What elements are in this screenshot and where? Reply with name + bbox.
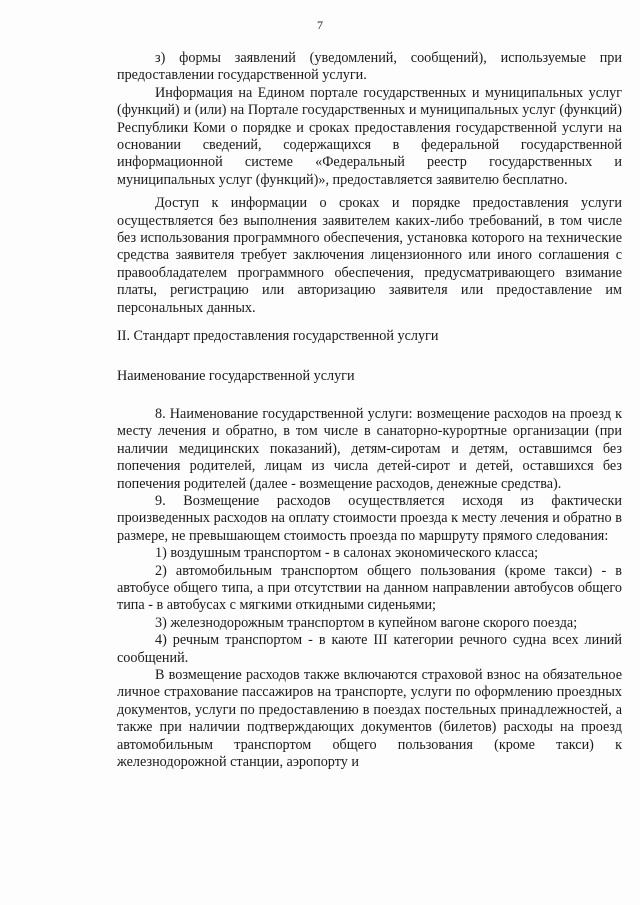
- paragraph-portal-info: Информация на Едином портале государственных и муниципальных услуг (функций) и (или) на Портале государственных и муниципальных услуг (функций) Республики Коми о порядке и сроках предоставления государственной услуги на основании сведений, содержащихся в федеральной государственной информационной системе «Федеральный реестр государственных и муниципальных услуг (функций)», предоставляется заявителю бесплатно.: [117, 84, 622, 188]
- list-item-rail: 3) железнодорожным транспортом в купейном вагоне скорого поезда;: [155, 614, 578, 631]
- paragraph-included-costs: В возмещение расходов также включаются страховой взнос на обязательное личное страхование пассажиров на транспорте, услуги по оформлению проездных документов, услуги по предоставлению в поездах постельных принадлежностей, а также при наличии подтверждающих документов (билетов) расходы на проезд автомобильным транспортом общего пользования (кроме такси) к железнодорожной станции, аэропорту и: [117, 667, 622, 771]
- page-number: 7: [317, 18, 323, 32]
- paragraph-access: Доступ к информации о сроках и порядке предоставления услуги осуществляется без выполнения заявителем каких-либо требований, в том числе без использования программного обеспечения, установка которого на технические средства заявителя требует заключения лицензионного или иного соглашения с правообладателем программного обеспечения, предусматривающего взимание платы, регистрацию или авторизацию заявителя или предоставление им персональных данных.: [117, 195, 622, 316]
- list-item-bus: 2) автомобильным транспортом общего пользования (кроме такси) - в автобусе общего типа, а при отсутствии на данном направлении автобусов общего типа - в автобусах с мягкими откидными сиденьями;: [117, 562, 622, 614]
- list-item-air: 1) воздушным транспортом - в салонах экономического класса;: [155, 545, 539, 562]
- paragraph-service-name: 8. Наименование государственной услуги: возмещение расходов на проезд к месту лечения и обратно, в том числе в санаторно-курортные организации (при наличии медицинских показаний), детям-сиротам и детям, оставшимся без попечения родителей, лицам из числа детей-сирот и детей, оставшихся без попечения родителей (далее - возмещение расходов, денежные средства).: [117, 405, 622, 492]
- list-item-river: 4) речным транспортом - в каюте III категории речного судна всех линий сообщений.: [117, 632, 622, 666]
- section-heading: II. Стандарт предоставления государственной услуги: [117, 328, 439, 345]
- subsection-heading: Наименование государственной услуги: [117, 367, 355, 384]
- document-body: [117, 50, 622, 771]
- paragraph-forms: з) формы заявлений (уведомлений, сообщений), используемые при предоставлении государственной услуги.: [117, 50, 622, 84]
- paragraph-reimbursement: 9. Возмещение расходов осуществляется исходя из фактически произведенных расходов на оплату стоимости проезда к месту лечения и обратно в размере, не превышающем стоимость проезда по маршруту прямого следования:: [117, 492, 622, 544]
